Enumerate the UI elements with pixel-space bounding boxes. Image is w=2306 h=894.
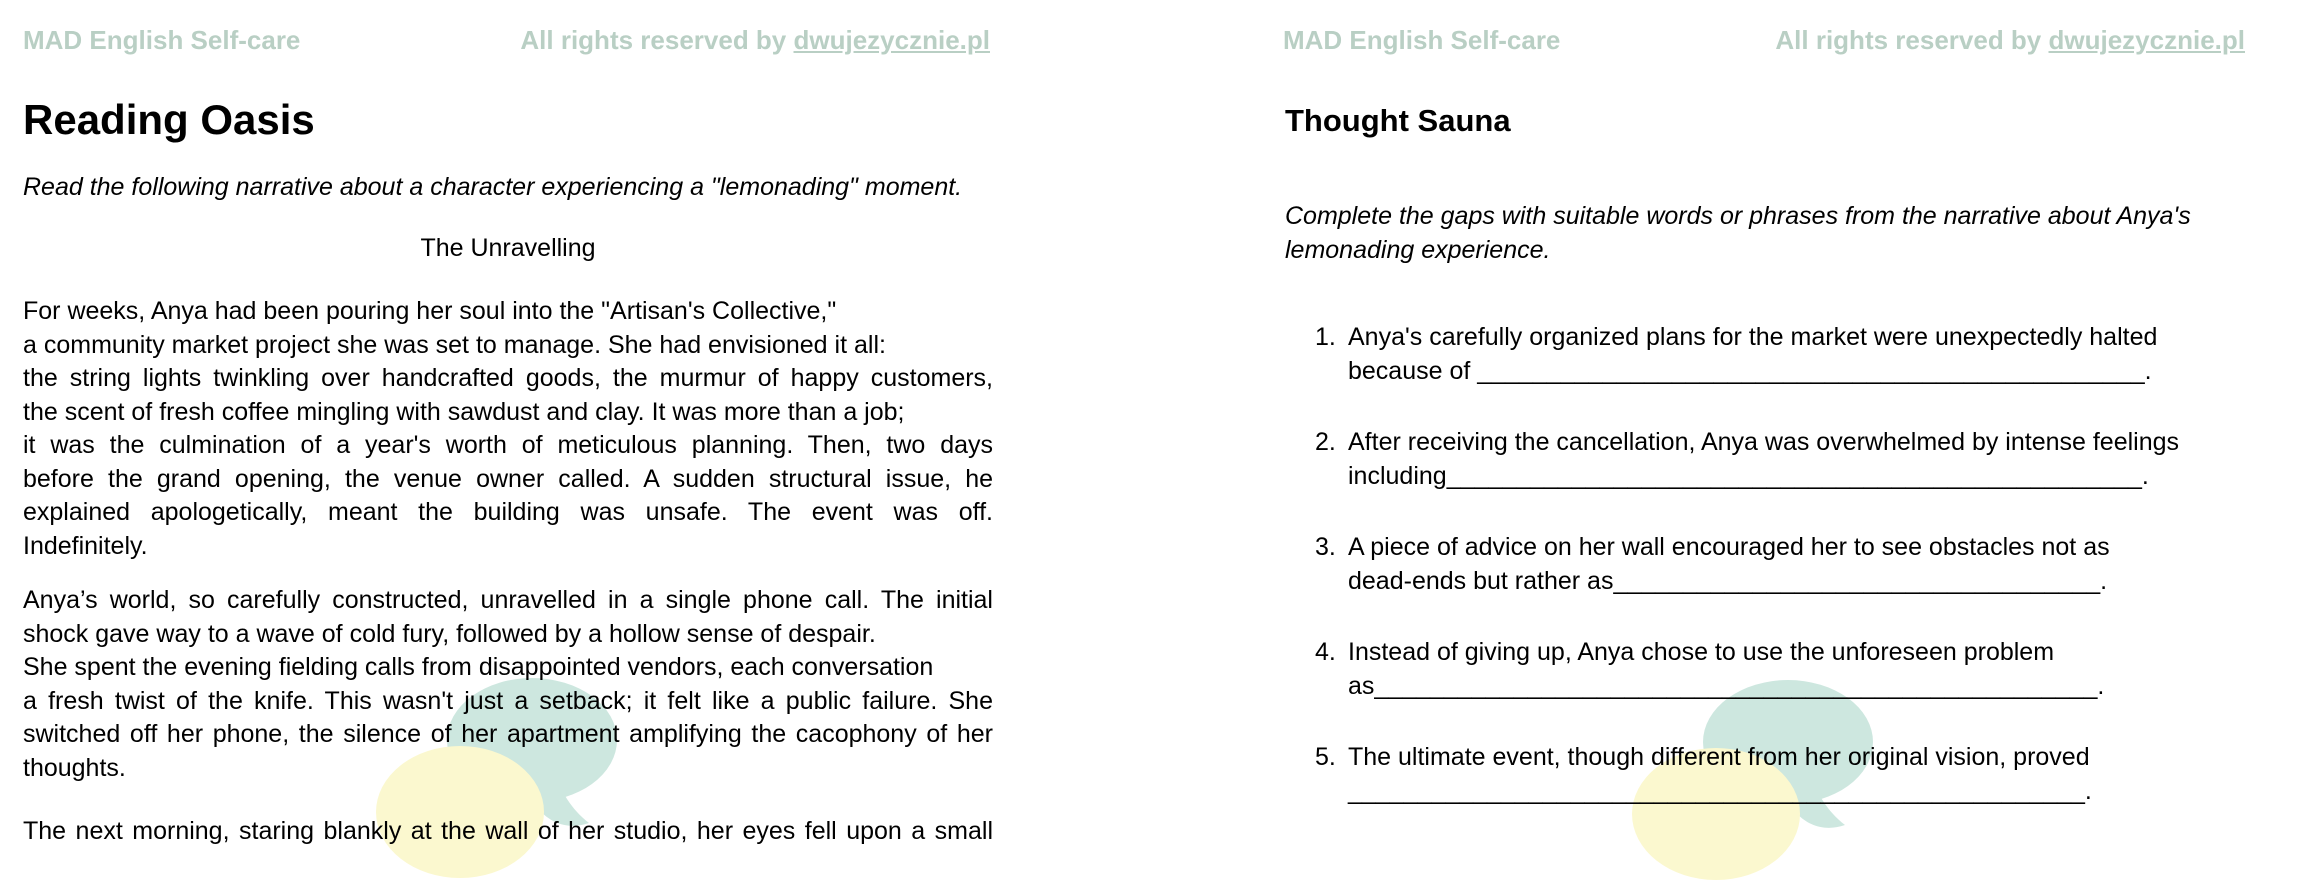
item-number: 5. <box>1315 743 1336 771</box>
item-sentence: Instead of giving up, Anya chose to use the unforeseen problem <box>1348 638 2055 666</box>
page-title: Reading Oasis <box>23 96 315 143</box>
gap-fill-item-4 <box>1315 635 2270 703</box>
answer-blank: __________________________________________________ <box>1446 462 2142 490</box>
narrative-line: a community market project she was set to manage. She had envisioned it all: <box>23 330 886 359</box>
blank-prefix: as <box>1348 672 1375 700</box>
narrative-line: switched off her phone, the silence of her apartment amplifying the cacophony of her <box>23 720 993 748</box>
story-title: The Unravelling <box>420 234 596 262</box>
blank-suffix: . <box>2084 777 2092 805</box>
brand-text: MAD English Self-care <box>1283 25 1561 55</box>
narrative-line: shock gave way to a wave of cold fury, followed by a hollow sense of despair. <box>23 619 876 648</box>
item-sentence: Anya's carefully organized plans for the market were unexpectedly halted <box>1348 323 2158 351</box>
gap-fill-item-2 <box>1315 425 2270 493</box>
answer-blank: ___________________________________ <box>1613 567 2101 595</box>
item-blank-line <box>1348 459 2270 493</box>
narrative-line: For weeks, Anya had been pouring her soul into the "Artisan's Collective," <box>23 297 837 325</box>
reading-instruction: Read the following narrative about a character experiencing a "lemonading" moment. <box>23 173 963 201</box>
narrative-line: Anya’s world, so carefully constructed, unravelled in a single phone call. The initial <box>23 586 993 614</box>
item-number: 4. <box>1315 638 1336 666</box>
item-number: 3. <box>1315 533 1336 561</box>
rights-text <box>1775 26 2245 55</box>
blank-suffix: . <box>2097 672 2105 700</box>
blank-suffix: . <box>2144 357 2152 385</box>
item-sentence: A piece of advice on her wall encouraged her to see obstacles not as <box>1348 533 2110 561</box>
gap-fill-item-5 <box>1315 740 2270 808</box>
item-text <box>1348 635 2270 703</box>
blank-prefix: including <box>1348 462 1447 490</box>
item-blank-line <box>1348 354 2270 388</box>
item-text <box>1348 530 2270 598</box>
right-page-content <box>1153 0 2306 826</box>
item-text <box>1348 740 2270 808</box>
dwujezycznie-link[interactable]: dwujezycznie.pl <box>793 25 990 55</box>
answer-blank: ____________________________________________________ <box>1374 672 2098 700</box>
narrative-line: thoughts. <box>23 753 126 782</box>
narrative-line: a fresh twist of the knife. This wasn't just a setback; it felt like a public failure. She <box>23 686 993 715</box>
narrative-line: Indefinitely. <box>23 531 148 560</box>
narrative-line: The next morning, staring blankly at the wall of her studio, her eyes fell upon a small <box>23 817 993 845</box>
rights-prefix: All rights reserved by <box>520 25 794 55</box>
blank-prefix: because of <box>1348 357 1478 385</box>
item-number: 2. <box>1315 428 1336 456</box>
item-blank-line <box>1348 564 2270 598</box>
page-header <box>23 26 990 55</box>
item-text <box>1348 320 2270 388</box>
blank-suffix: . <box>2141 462 2149 490</box>
paragraph-2 <box>23 584 993 785</box>
page-reading-oasis <box>0 0 1153 845</box>
gap-fill-item-1 <box>1315 320 2270 388</box>
rights-prefix: All rights reserved by <box>1775 25 2049 55</box>
narrative-line: it was the culmination of a year's worth of meticulous planning. Then, two days <box>23 431 993 459</box>
item-sentence: After receiving the cancellation, Anya was overwhelmed by intense feelings <box>1348 428 2180 456</box>
page-thought-sauna <box>1153 0 2306 826</box>
rights-text <box>520 26 990 55</box>
brand-text: MAD English Self-care <box>23 25 301 55</box>
gap-fill-instruction <box>1285 200 2191 267</box>
answer-blank: ________________________________________________ <box>1477 357 2145 385</box>
blank-prefix: dead-ends but rather as <box>1348 567 1614 595</box>
blank-suffix: . <box>2100 567 2108 595</box>
dwujezycznie-link[interactable]: dwujezycznie.pl <box>2048 25 2245 55</box>
item-number: 1. <box>1315 323 1336 351</box>
narrative-line: the scent of fresh coffee mingling with sawdust and clay. It was more than a job; <box>23 397 905 426</box>
left-page-content <box>0 0 1153 845</box>
item-sentence: The ultimate event, though different from her original vision, proved <box>1348 743 2090 771</box>
page-header <box>1283 26 2245 55</box>
gap-fill-item-3 <box>1315 530 2270 598</box>
narrative-line: the string lights twinkling over handcrafted goods, the murmur of happy customers, <box>23 364 993 392</box>
item-blank-line <box>1348 669 2270 703</box>
item-blank-line <box>1348 774 2270 808</box>
instruction-line: Complete the gaps with suitable words or phrases from the narrative about Anya's <box>1285 202 2191 230</box>
narrative-line: She spent the evening fielding calls from disappointed vendors, each conversation <box>23 653 934 681</box>
page-title: Thought Sauna <box>1285 103 1511 138</box>
paragraph-1 <box>23 295 993 563</box>
answer-blank: _____________________________________________________ <box>1348 777 2085 805</box>
paragraph-3 <box>23 815 993 849</box>
item-text <box>1348 425 2270 493</box>
instruction-line: lemonading experience. <box>1285 235 1551 264</box>
narrative-line: explained apologetically, meant the building was unsafe. The event was off. <box>23 498 993 526</box>
narrative-line: before the grand opening, the venue owner called. A sudden structural issue, he <box>23 464 993 493</box>
